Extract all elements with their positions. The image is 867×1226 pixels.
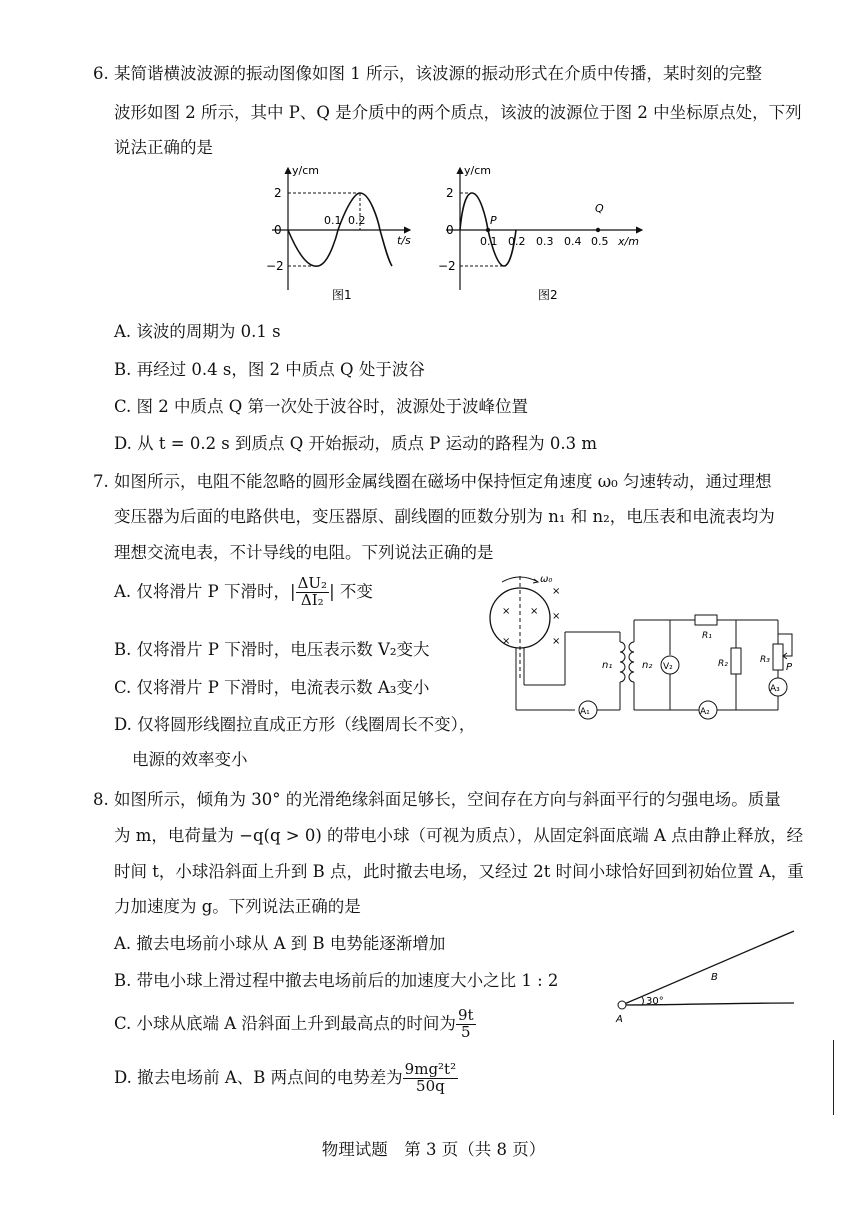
field-cross-4: × <box>552 611 561 622</box>
q7-a-numerator: ΔU₂ <box>297 574 328 592</box>
fig1-ylabel: y/cm <box>292 164 319 177</box>
fig2-x-tick-4: 0.4 <box>564 235 582 248</box>
q7-stem-line-3: 理想交流电表，不计导线的电阻。下列说法正确的是 <box>114 543 494 562</box>
q6-figure-2 <box>432 160 652 305</box>
q8-option-c-prefix: C. 小球从底端 A 沿斜面上升到最高点的时间为 <box>114 1013 456 1033</box>
fig2-caption: 图2 <box>538 288 558 302</box>
q8-option-d-fraction <box>403 1062 458 1095</box>
q8-option-c-fraction <box>456 1008 476 1041</box>
field-cross-2: × <box>530 606 539 617</box>
ammeter-a1: A₁ <box>580 707 590 717</box>
fig2-y-bottom: −2 <box>438 259 456 273</box>
q7-option-a-fraction <box>296 576 330 609</box>
q8-c-denominator: 5 <box>460 1022 471 1041</box>
q8-option-a: A. 撤去电场前小球从 A 到 B 电势能逐渐增加 <box>114 934 446 953</box>
resistor-r1-label: R₁ <box>702 631 712 641</box>
q6-stem-line-2: 波形如图 2 所示，其中 P、Q 是介质中的两个质点，该波的波源位于图 2 中坐标原点处，下列 <box>114 103 802 122</box>
fig2-x-tick-3: 0.3 <box>536 235 554 248</box>
q6-stem-line-1: 6. 某简谐横波波源的振动图像如图 1 所示，该波源的振动形式在介质中传播，某时刻的完整 <box>93 64 762 83</box>
fig1-y-top: 2 <box>274 186 282 200</box>
q6-figure-1 <box>252 160 422 305</box>
q8-d-numerator: 9mg²t² <box>404 1060 457 1078</box>
fig2-x-tick-2: 0.2 <box>508 235 526 248</box>
field-cross-5: × <box>552 636 561 647</box>
q8-d-denominator: 50q <box>416 1076 445 1095</box>
fig1-y-zero: 0 <box>274 223 282 237</box>
resistor-r3-label: R₃ <box>760 655 770 665</box>
fig2-point-q: Q <box>595 202 604 215</box>
q7-option-d-line-2: 电源的效率变小 <box>132 750 248 769</box>
fig1-caption: 图1 <box>332 288 352 302</box>
q6-stem-line-3: 说法正确的是 <box>114 138 213 157</box>
field-cross-6: × <box>502 636 511 647</box>
q8-incline-figure <box>608 925 808 1030</box>
q8-option-d-prefix: D. 撤去电场前 A、B 两点间的电势差为 <box>114 1067 403 1087</box>
q8-stem-line-1: 8. 如图所示，倾角为 30° 的光滑绝缘斜面足够长，空间存在方向与斜面平行的匀强电场。质量 <box>93 790 781 809</box>
fig2-ylabel: y/cm <box>464 164 491 177</box>
resistor-r2-label: R₂ <box>718 659 728 669</box>
field-cross-1: × <box>502 606 511 617</box>
n2-label: n₂ <box>642 660 653 671</box>
fig2-x-tick-5: 0.5 <box>591 235 609 248</box>
fig1-y-bottom: −2 <box>266 259 284 273</box>
page-footer: 物理试题 第 3 页（共 8 页） <box>321 1140 546 1159</box>
incline-point-b: B <box>711 972 718 983</box>
q6-option-d: D. 从 t = 0.2 s 到质点 Q 开始振动，质点 P 运动的路程为 0.3 m <box>114 434 598 453</box>
fig2-xlabel: x/m <box>618 235 639 248</box>
fig2-x-tick-1: 0.1 <box>480 235 498 248</box>
q6-option-b: B. 再经过 0.4 s，图 2 中质点 Q 处于波谷 <box>114 360 425 379</box>
q7-stem-line-1: 7. 如图所示，电阻不能忽略的圆形金属线圈在磁场中保持恒定角速度 ω₀ 匀速转动，通过理想 <box>93 472 772 491</box>
q7-circuit-diagram <box>480 570 805 720</box>
fig1-xlabel: t/s <box>397 234 411 247</box>
q7-a-denominator: ΔI₂ <box>300 590 324 609</box>
q8-option-c <box>114 1008 476 1041</box>
fig1-x-tick-1: 0.1 <box>324 214 342 227</box>
ammeter-a2: A₂ <box>700 707 710 717</box>
fig2-y-top: 2 <box>446 186 454 200</box>
q7-option-a-suffix: | 不变 <box>329 581 373 601</box>
incline-angle-label: 30° <box>646 996 664 1007</box>
voltmeter-v2: V₂ <box>663 662 673 672</box>
slider-p-label: P <box>786 662 793 673</box>
fig2-point-p: P <box>490 214 497 227</box>
q7-option-c: C. 仅将滑片 P 下滑时，电流表示数 A₃变小 <box>114 678 430 697</box>
q8-option-d <box>114 1062 458 1095</box>
fig1-x-tick-2: 0.2 <box>348 214 366 227</box>
q6-option-c: C. 图 2 中质点 Q 第一次处于波谷时，波源处于波峰位置 <box>114 397 529 416</box>
q8-c-numerator: 9t <box>457 1006 474 1024</box>
field-cross-3: × <box>552 586 561 597</box>
q8-option-b: B. 带电小球上滑过程中撤去电场前后的加速度大小之比 1 : 2 <box>114 971 559 990</box>
q8-stem-line-3: 时间 t，小球沿斜面上升到 B 点，此时撤去电场，又经过 2t 时间小球恰好回到初始位置 A，重 <box>114 862 804 881</box>
incline-point-a: A <box>616 1014 623 1025</box>
q6-option-a: A. 该波的周期为 0.1 s <box>114 322 281 341</box>
q8-stem-line-4: 力加速度为 g。下列说法正确的是 <box>114 897 361 916</box>
n1-label: n₁ <box>602 660 613 671</box>
omega-label: ω₀ <box>540 574 553 585</box>
q7-option-d-line-1: D. 仅将圆形线圈拉直成正方形（线圈周长不变）， <box>114 715 476 734</box>
margin-rule <box>833 1040 834 1115</box>
q7-option-b: B. 仅将滑片 P 下滑时，电压表示数 V₂变大 <box>114 640 430 659</box>
q7-option-a-prefix: A. 仅将滑片 P 下滑时，| <box>114 581 296 601</box>
ammeter-a3: A₃ <box>770 684 780 694</box>
fig2-y-zero: 0 <box>446 223 454 237</box>
q7-option-a <box>114 576 373 609</box>
q7-stem-line-2: 变压器为后面的电路供电，变压器原、副线圈的匝数分别为 n₁ 和 n₂，电压表和电流表均为 <box>114 507 775 526</box>
q8-stem-line-2: 为 m，电荷量为 −q(q > 0) 的带电小球（可视为质点），从固定斜面底端 A 点由静止释放，经 <box>114 826 804 845</box>
